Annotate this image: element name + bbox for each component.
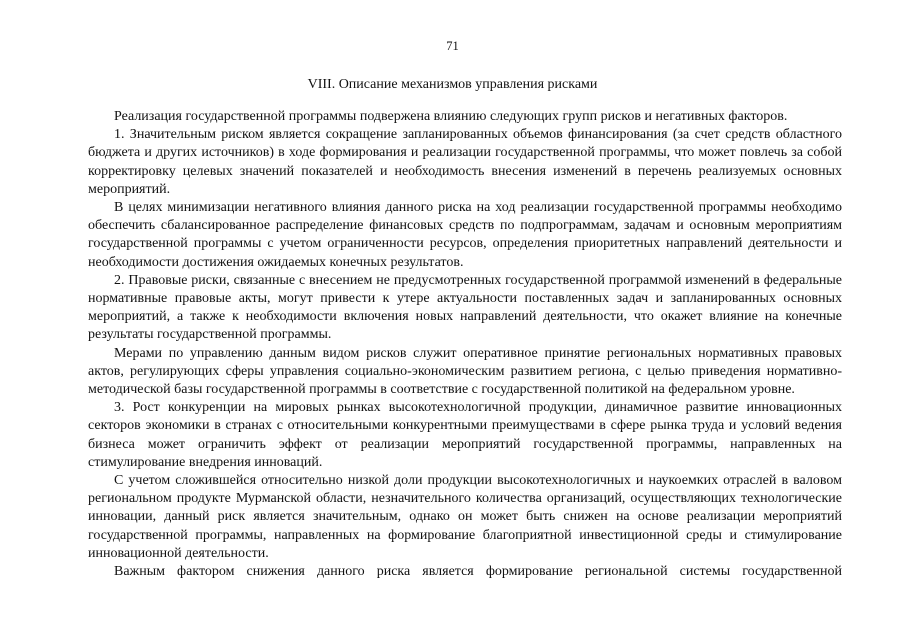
page-number: 71 — [446, 39, 459, 53]
paragraph-intro: Реализация государственной программы подвержена влиянию следующих групп рисков и негативных факторов. — [114, 109, 788, 124]
paragraph-risk-3-factor: Важным фактором снижения данного риска является формирование региональной системы государственной — [114, 564, 842, 580]
document-body — [88, 108, 842, 581]
paragraph-risk-2: 2. Правовые риски, связанные с внесением не предусмотренных государственной программой изменений в федеральные нормативные правовые акты, могут привести к утере актуальности поставленных задач и запланированных основных мероприятий, а также к необходимости включения новых направлений деятельности, что окажет влияние на конечные результаты государственной программы. — [88, 272, 842, 343]
paragraph-risk-2-mitigation: Мерами по управлению данным видом рисков служит оперативное принятие региональных нормативных правовых актов, регулирующих сферы управления социально-экономическим развитием региона, с целью приведения нормативно-методической базы государственной программы в соответствие с государственной политикой на федеральном уровне. — [88, 345, 842, 398]
paragraph-risk-1: 1. Значительным риском является сокращение запланированных объемов финансирования (за счет средств областного бюджета и других источников) в ходе формирования и реализации государственной программы, что может повлечь за собой корректировку целевых значений показателей и необходимость внесения изменений в перечень реализуемых основных мероприятий. — [88, 127, 842, 197]
paragraph-risk-3-context: С учетом сложившейся относительно низкой доли продукции высокотехнологичных и наукоемких отраслей в валовом региональном продукте Мурманской области, незначительного количества организаций, осуществляющих технологические инновации, данный риск является значительным, однако он может быть снижен на основе реализации мероприятий государственной программы, направленных на формирование благоприятной инвестиционной среды и стимулирование инновационной деятельности. — [88, 473, 842, 561]
paragraph-risk-1-mitigation: В целях минимизации негативного влияния данного риска на ход реализации государственной программы необходимо обеспечить сбалансированное распределение финансовых средств по подпрограммам, задачам и основным мероприятиям государственной программы с учетом ограниченности ресурсов, определения приоритетных направлений деятельности и необходимости достижения ожидаемых конечных результатов. — [88, 200, 842, 270]
paragraph-risk-3: 3. Рост конкуренции на мировых рынках высокотехнологичной продукции, динамичное развитие инновационных секторов экономики в странах с относительными конкурентными преимуществами в сфере рынка труда и условий ведения бизнеса может ограничить эффект от реализации мероприятий государственной программы, направленных на стимулирование внедрения инноваций. — [88, 400, 842, 470]
section-title: VIII. Описание механизмов управления рисками — [307, 77, 598, 92]
